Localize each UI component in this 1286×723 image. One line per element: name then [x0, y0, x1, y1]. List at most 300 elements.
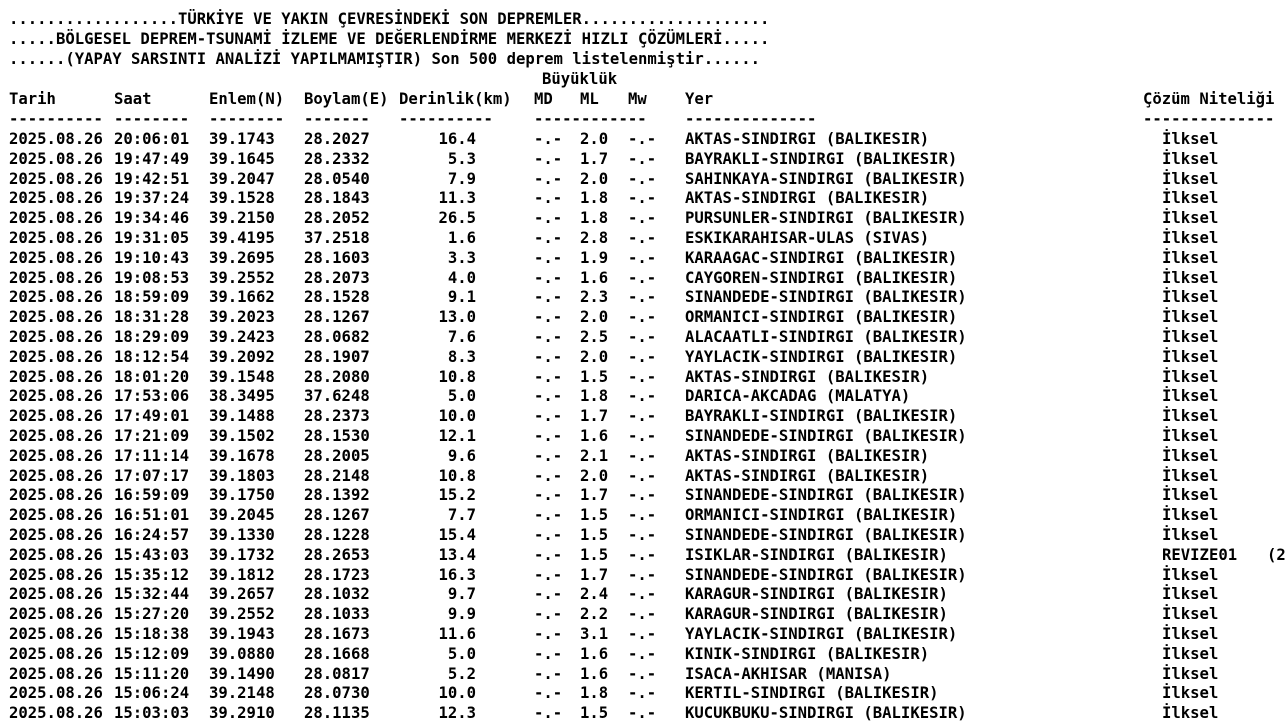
time-cell: 15:06:24: [114, 684, 190, 702]
place-cell: YAYLACIK-SINDIRGI (BALIKESIR): [685, 625, 958, 643]
longitude-cell: 28.1723: [304, 566, 370, 584]
column-header-date: Tarih: [9, 90, 56, 108]
longitude-cell: 28.1267: [304, 506, 370, 524]
place-cell: BAYRAKLI-SINDIRGI (BALIKESIR): [685, 150, 958, 168]
time-cell: 17:49:01: [114, 407, 190, 425]
ml-cell: 2.8: [580, 229, 609, 247]
place-cell: CAYGOREN-SINDIRGI (BALIKESIR): [685, 269, 958, 287]
time-cell: 19:08:53: [114, 269, 190, 287]
time-cell: 19:37:24: [114, 189, 190, 207]
latitude-cell: 38.3495: [209, 387, 275, 405]
quality-cell: İlksel: [1162, 189, 1219, 207]
md-cell: -.-: [534, 625, 563, 643]
longitude-cell: 28.0730: [304, 684, 370, 702]
quality-cell: İlksel: [1162, 288, 1219, 306]
latitude-cell: 39.1943: [209, 625, 275, 643]
time-cell: 17:11:14: [114, 447, 190, 465]
time-cell: 17:53:06: [114, 387, 190, 405]
latitude-cell: 39.2695: [209, 249, 275, 267]
quality-cell: İlksel: [1162, 625, 1219, 643]
ml-cell: 1.5: [580, 526, 609, 544]
place-cell: BAYRAKLI-SINDIRGI (BALIKESIR): [685, 407, 958, 425]
md-cell: -.-: [534, 249, 563, 267]
md-cell: -.-: [534, 526, 563, 544]
ml-cell: 1.8: [580, 189, 609, 207]
date-cell: 2025.08.26: [9, 387, 103, 405]
longitude-cell: 28.2005: [304, 447, 370, 465]
place-cell: PURSUNLER-SINDIRGI (BALIKESIR): [685, 209, 967, 227]
latitude-cell: 39.1645: [209, 150, 275, 168]
note-cell: (2: [1267, 546, 1286, 564]
longitude-cell: 28.1668: [304, 645, 370, 663]
mw-cell: -.-: [628, 249, 657, 267]
mw-cell: -.-: [628, 467, 657, 485]
date-cell: 2025.08.26: [9, 170, 103, 188]
quality-cell: İlksel: [1162, 368, 1219, 386]
date-cell: 2025.08.26: [9, 269, 103, 287]
place-cell: SINANDEDE-SINDIRGI (BALIKESIR): [685, 427, 967, 445]
latitude-cell: 39.1502: [209, 427, 275, 445]
latitude-cell: 39.1488: [209, 407, 275, 425]
quality-cell: İlksel: [1162, 447, 1219, 465]
latitude-cell: 39.1750: [209, 486, 275, 504]
date-cell: 2025.08.26: [9, 684, 103, 702]
place-cell: KERTIL-SINDIRGI (BALIKESIR): [685, 684, 939, 702]
longitude-cell: 28.0817: [304, 665, 370, 683]
ml-cell: 1.8: [580, 684, 609, 702]
depth-cell: 5.0: [447, 387, 476, 405]
place-cell: SINANDEDE-SINDIRGI (BALIKESIR): [685, 566, 967, 584]
quality-cell: İlksel: [1162, 645, 1219, 663]
place-cell: KUCUKBUKU-SINDIRGI (BALIKESIR): [685, 704, 967, 722]
separator-place: --------------: [685, 110, 817, 128]
md-cell: -.-: [534, 605, 563, 623]
mw-cell: -.-: [628, 328, 657, 346]
quality-cell: İlksel: [1162, 269, 1219, 287]
longitude-cell: 37.6248: [304, 387, 370, 405]
longitude-cell: 28.1392: [304, 486, 370, 504]
separator-quality: --------------: [1143, 110, 1275, 128]
longitude-cell: 28.2332: [304, 150, 370, 168]
time-cell: 16:59:09: [114, 486, 190, 504]
md-cell: -.-: [534, 684, 563, 702]
depth-cell: 9.1: [447, 288, 476, 306]
place-cell: ISIKLAR-SINDIRGI (BALIKESIR): [685, 546, 948, 564]
date-cell: 2025.08.26: [9, 704, 103, 722]
quality-cell: İlksel: [1162, 170, 1219, 188]
time-cell: 19:47:49: [114, 150, 190, 168]
time-cell: 19:42:51: [114, 170, 190, 188]
depth-cell: 13.0: [438, 308, 476, 326]
depth-cell: 7.6: [447, 328, 476, 346]
ml-cell: 1.7: [580, 566, 609, 584]
latitude-cell: 39.1812: [209, 566, 275, 584]
depth-cell: 13.4: [438, 546, 476, 564]
mw-cell: -.-: [628, 229, 657, 247]
longitude-cell: 28.1228: [304, 526, 370, 544]
longitude-cell: 28.2653: [304, 546, 370, 564]
md-cell: -.-: [534, 447, 563, 465]
date-cell: 2025.08.26: [9, 447, 103, 465]
md-cell: -.-: [534, 368, 563, 386]
md-cell: -.-: [534, 566, 563, 584]
place-cell: ORMANICI-SINDIRGI (BALIKESIR): [685, 506, 958, 524]
latitude-cell: 39.2910: [209, 704, 275, 722]
mw-cell: -.-: [628, 407, 657, 425]
title-line-2: .....BÖLGESEL DEPREM-TSUNAMİ İZLEME VE DEĞERLENDİRME MERKEZİ HIZLI ÇÖZÜMLERİ.....: [9, 30, 770, 48]
md-cell: -.-: [534, 585, 563, 603]
title-line-1: ..................TÜRKİYE VE YAKIN ÇEVRESİNDEKİ SON DEPREMLER....................: [9, 10, 770, 28]
latitude-cell: 39.2150: [209, 209, 275, 227]
time-cell: 15:35:12: [114, 566, 190, 584]
date-cell: 2025.08.26: [9, 328, 103, 346]
date-cell: 2025.08.26: [9, 645, 103, 663]
column-header-md: MD: [534, 90, 553, 108]
depth-cell: 11.6: [438, 625, 476, 643]
ml-cell: 2.0: [580, 348, 609, 366]
separator-date: ----------: [9, 110, 103, 128]
longitude-cell: 28.2052: [304, 209, 370, 227]
mw-cell: -.-: [628, 368, 657, 386]
mw-cell: -.-: [628, 170, 657, 188]
ml-cell: 1.9: [580, 249, 609, 267]
depth-cell: 5.0: [447, 645, 476, 663]
ml-cell: 2.3: [580, 288, 609, 306]
md-cell: -.-: [534, 427, 563, 445]
ml-cell: 2.5: [580, 328, 609, 346]
place-cell: ORMANICI-SINDIRGI (BALIKESIR): [685, 308, 958, 326]
date-cell: 2025.08.26: [9, 150, 103, 168]
quality-cell: İlksel: [1162, 150, 1219, 168]
date-cell: 2025.08.26: [9, 566, 103, 584]
place-cell: KARAGUR-SINDIRGI (BALIKESIR): [685, 605, 948, 623]
place-cell: AKTAS-SINDIRGI (BALIKESIR): [685, 189, 930, 207]
longitude-cell: 28.2073: [304, 269, 370, 287]
time-cell: 15:12:09: [114, 645, 190, 663]
depth-cell: 11.3: [438, 189, 476, 207]
mw-cell: -.-: [628, 288, 657, 306]
place-cell: AKTAS-SINDIRGI (BALIKESIR): [685, 447, 930, 465]
md-cell: -.-: [534, 665, 563, 683]
md-cell: -.-: [534, 328, 563, 346]
ml-cell: 1.5: [580, 546, 609, 564]
mw-cell: -.-: [628, 506, 657, 524]
date-cell: 2025.08.26: [9, 348, 103, 366]
date-cell: 2025.08.26: [9, 229, 103, 247]
column-header-time: Saat: [114, 90, 152, 108]
longitude-cell: 28.1843: [304, 189, 370, 207]
place-cell: AKTAS-SINDIRGI (BALIKESIR): [685, 467, 930, 485]
date-cell: 2025.08.26: [9, 625, 103, 643]
quality-cell: İlksel: [1162, 308, 1219, 326]
md-cell: -.-: [534, 467, 563, 485]
depth-cell: 7.7: [447, 506, 476, 524]
latitude-cell: 39.1662: [209, 288, 275, 306]
separator-latitude: --------: [209, 110, 285, 128]
quality-cell: İlksel: [1162, 407, 1219, 425]
mw-cell: -.-: [628, 566, 657, 584]
title-line-3: ......(YAPAY SARSINTI ANALİZİ YAPILMAMIŞTIR) Son 500 deprem listelenmiştir......: [9, 50, 761, 68]
column-header-place: Yer: [685, 90, 714, 108]
date-cell: 2025.08.26: [9, 189, 103, 207]
mw-cell: -.-: [628, 348, 657, 366]
depth-cell: 12.1: [438, 427, 476, 445]
quality-cell: İlksel: [1162, 526, 1219, 544]
mw-cell: -.-: [628, 585, 657, 603]
time-cell: 15:03:03: [114, 704, 190, 722]
ml-cell: 1.7: [580, 486, 609, 504]
depth-cell: 8.3: [447, 348, 476, 366]
date-cell: 2025.08.26: [9, 546, 103, 564]
latitude-cell: 39.0880: [209, 645, 275, 663]
mw-cell: -.-: [628, 625, 657, 643]
md-cell: -.-: [534, 130, 563, 148]
latitude-cell: 39.1490: [209, 665, 275, 683]
column-header-ml: ML: [580, 90, 599, 108]
latitude-cell: 39.2047: [209, 170, 275, 188]
place-cell: SINANDEDE-SINDIRGI (BALIKESIR): [685, 526, 967, 544]
mw-cell: -.-: [628, 209, 657, 227]
md-cell: -.-: [534, 209, 563, 227]
ml-cell: 3.1: [580, 625, 609, 643]
time-cell: 20:06:01: [114, 130, 190, 148]
date-cell: 2025.08.26: [9, 308, 103, 326]
time-cell: 16:51:01: [114, 506, 190, 524]
time-cell: 19:31:05: [114, 229, 190, 247]
mw-cell: -.-: [628, 427, 657, 445]
date-cell: 2025.08.26: [9, 506, 103, 524]
ml-cell: 1.6: [580, 645, 609, 663]
time-cell: 15:11:20: [114, 665, 190, 683]
md-cell: -.-: [534, 189, 563, 207]
latitude-cell: 39.2045: [209, 506, 275, 524]
md-cell: -.-: [534, 546, 563, 564]
ml-cell: 1.6: [580, 427, 609, 445]
longitude-cell: 28.1267: [304, 308, 370, 326]
latitude-cell: 39.2552: [209, 269, 275, 287]
place-cell: SINANDEDE-SINDIRGI (BALIKESIR): [685, 486, 967, 504]
longitude-cell: 28.1032: [304, 585, 370, 603]
place-cell: KARAAGAC-SINDIRGI (BALIKESIR): [685, 249, 958, 267]
time-cell: 17:07:17: [114, 467, 190, 485]
time-cell: 15:27:20: [114, 605, 190, 623]
mw-cell: -.-: [628, 684, 657, 702]
mw-cell: -.-: [628, 130, 657, 148]
longitude-cell: 28.1907: [304, 348, 370, 366]
place-cell: KINIK-SINDIRGI (BALIKESIR): [685, 645, 930, 663]
quality-cell: İlksel: [1162, 566, 1219, 584]
place-cell: ALACAATLI-SINDIRGI (BALIKESIR): [685, 328, 967, 346]
latitude-cell: 39.2423: [209, 328, 275, 346]
latitude-cell: 39.1678: [209, 447, 275, 465]
date-cell: 2025.08.26: [9, 427, 103, 445]
separator-depth: ----------: [399, 110, 493, 128]
depth-cell: 5.3: [447, 150, 476, 168]
latitude-cell: 39.2148: [209, 684, 275, 702]
md-cell: -.-: [534, 704, 563, 722]
md-cell: -.-: [534, 645, 563, 663]
time-cell: 19:10:43: [114, 249, 190, 267]
time-cell: 15:18:38: [114, 625, 190, 643]
depth-cell: 16.3: [438, 566, 476, 584]
quality-cell: İlksel: [1162, 348, 1219, 366]
date-cell: 2025.08.26: [9, 249, 103, 267]
latitude-cell: 39.2092: [209, 348, 275, 366]
latitude-cell: 39.1330: [209, 526, 275, 544]
longitude-cell: 28.2148: [304, 467, 370, 485]
depth-cell: 10.0: [438, 407, 476, 425]
depth-cell: 9.9: [447, 605, 476, 623]
depth-cell: 10.8: [438, 368, 476, 386]
depth-cell: 12.3: [438, 704, 476, 722]
ml-cell: 1.5: [580, 368, 609, 386]
depth-cell: 16.4: [438, 130, 476, 148]
quality-cell: İlksel: [1162, 249, 1219, 267]
longitude-cell: 28.1673: [304, 625, 370, 643]
place-cell: ISACA-AKHISAR (MANISA): [685, 665, 892, 683]
date-cell: 2025.08.26: [9, 209, 103, 227]
magnitude-group-label: Büyüklük: [542, 70, 618, 88]
date-cell: 2025.08.26: [9, 605, 103, 623]
mw-cell: -.-: [628, 704, 657, 722]
latitude-cell: 39.2552: [209, 605, 275, 623]
separator-time: --------: [114, 110, 190, 128]
depth-cell: 15.4: [438, 526, 476, 544]
separator-longitude: -------: [304, 110, 370, 128]
longitude-cell: 28.1135: [304, 704, 370, 722]
depth-cell: 7.9: [447, 170, 476, 188]
separator-magnitude: ------------: [534, 110, 647, 128]
ml-cell: 1.7: [580, 407, 609, 425]
md-cell: -.-: [534, 288, 563, 306]
quality-cell: İlksel: [1162, 328, 1219, 346]
depth-cell: 15.2: [438, 486, 476, 504]
mw-cell: -.-: [628, 387, 657, 405]
longitude-cell: 28.1033: [304, 605, 370, 623]
quality-cell: İlksel: [1162, 665, 1219, 683]
depth-cell: 10.0: [438, 684, 476, 702]
ml-cell: 1.7: [580, 150, 609, 168]
md-cell: -.-: [534, 486, 563, 504]
ml-cell: 2.4: [580, 585, 609, 603]
date-cell: 2025.08.26: [9, 368, 103, 386]
date-cell: 2025.08.26: [9, 130, 103, 148]
depth-cell: 26.5: [438, 209, 476, 227]
time-cell: 18:29:09: [114, 328, 190, 346]
quality-cell: İlksel: [1162, 387, 1219, 405]
mw-cell: -.-: [628, 150, 657, 168]
longitude-cell: 28.1603: [304, 249, 370, 267]
time-cell: 15:32:44: [114, 585, 190, 603]
column-header-quality: Çözüm Niteliği: [1143, 90, 1275, 108]
date-cell: 2025.08.26: [9, 407, 103, 425]
latitude-cell: 39.1803: [209, 467, 275, 485]
longitude-cell: 28.1528: [304, 288, 370, 306]
quality-cell: İlksel: [1162, 486, 1219, 504]
md-cell: -.-: [534, 150, 563, 168]
place-cell: YAYLACIK-SINDIRGI (BALIKESIR): [685, 348, 958, 366]
quality-cell: İlksel: [1162, 684, 1219, 702]
quality-cell: İlksel: [1162, 585, 1219, 603]
longitude-cell: 28.0682: [304, 328, 370, 346]
mw-cell: -.-: [628, 526, 657, 544]
column-header-latitude: Enlem(N): [209, 90, 285, 108]
latitude-cell: 39.1732: [209, 546, 275, 564]
latitude-cell: 39.1548: [209, 368, 275, 386]
mw-cell: -.-: [628, 546, 657, 564]
latitude-cell: 39.1528: [209, 189, 275, 207]
quality-cell: İlksel: [1162, 605, 1219, 623]
md-cell: -.-: [534, 269, 563, 287]
ml-cell: 2.2: [580, 605, 609, 623]
date-cell: 2025.08.26: [9, 288, 103, 306]
ml-cell: 2.0: [580, 467, 609, 485]
date-cell: 2025.08.26: [9, 585, 103, 603]
md-cell: -.-: [534, 308, 563, 326]
time-cell: 18:12:54: [114, 348, 190, 366]
latitude-cell: 39.4195: [209, 229, 275, 247]
ml-cell: 2.0: [580, 170, 609, 188]
depth-cell: 10.8: [438, 467, 476, 485]
place-cell: AKTAS-SINDIRGI (BALIKESIR): [685, 130, 930, 148]
ml-cell: 1.8: [580, 387, 609, 405]
quality-cell: REVIZE01: [1162, 546, 1238, 564]
column-header-depth: Derinlik(km): [399, 90, 512, 108]
depth-cell: 9.6: [447, 447, 476, 465]
date-cell: 2025.08.26: [9, 665, 103, 683]
date-cell: 2025.08.26: [9, 526, 103, 544]
longitude-cell: 28.2373: [304, 407, 370, 425]
latitude-cell: 39.2657: [209, 585, 275, 603]
ml-cell: 1.6: [580, 269, 609, 287]
md-cell: -.-: [534, 348, 563, 366]
depth-cell: 4.0: [447, 269, 476, 287]
depth-cell: 3.3: [447, 249, 476, 267]
quality-cell: İlksel: [1162, 130, 1219, 148]
md-cell: -.-: [534, 506, 563, 524]
depth-cell: 9.7: [447, 585, 476, 603]
place-cell: AKTAS-SINDIRGI (BALIKESIR): [685, 368, 930, 386]
longitude-cell: 28.2080: [304, 368, 370, 386]
md-cell: -.-: [534, 387, 563, 405]
time-cell: 15:43:03: [114, 546, 190, 564]
time-cell: 17:21:09: [114, 427, 190, 445]
place-cell: DARICA-AKCADAG (MALATYA): [685, 387, 911, 405]
mw-cell: -.-: [628, 447, 657, 465]
time-cell: 18:31:28: [114, 308, 190, 326]
time-cell: 19:34:46: [114, 209, 190, 227]
ml-cell: 2.0: [580, 130, 609, 148]
quality-cell: İlksel: [1162, 427, 1219, 445]
quality-cell: İlksel: [1162, 467, 1219, 485]
mw-cell: -.-: [628, 269, 657, 287]
mw-cell: -.-: [628, 645, 657, 663]
longitude-cell: 28.0540: [304, 170, 370, 188]
quality-cell: İlksel: [1162, 704, 1219, 722]
ml-cell: 2.0: [580, 308, 609, 326]
mw-cell: -.-: [628, 605, 657, 623]
latitude-cell: 39.1743: [209, 130, 275, 148]
md-cell: -.-: [534, 229, 563, 247]
date-cell: 2025.08.26: [9, 467, 103, 485]
column-header-mw: Mw: [628, 90, 647, 108]
mw-cell: -.-: [628, 665, 657, 683]
longitude-cell: 37.2518: [304, 229, 370, 247]
place-cell: SINANDEDE-SINDIRGI (BALIKESIR): [685, 288, 967, 306]
ml-cell: 1.5: [580, 704, 609, 722]
time-cell: 16:24:57: [114, 526, 190, 544]
quality-cell: İlksel: [1162, 506, 1219, 524]
